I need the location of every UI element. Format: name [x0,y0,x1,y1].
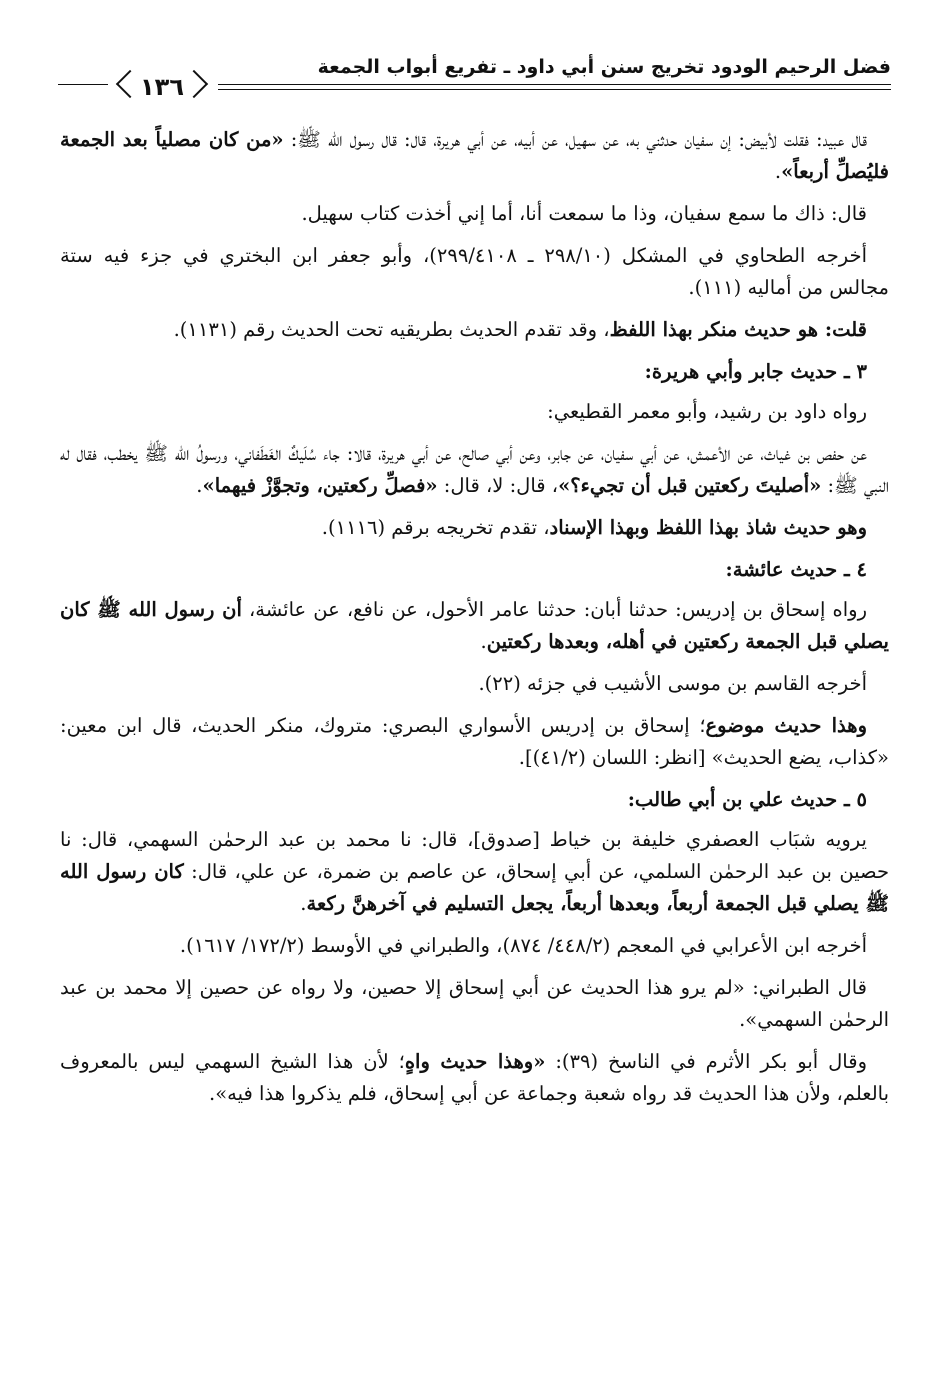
header-rule-left [58,84,108,85]
paragraph-text: ، قال: لا، قال: [437,474,559,497]
paragraph [60,512,889,544]
paragraph [60,1046,889,1110]
page-header [58,48,891,108]
hadith-quote: أن رسول الله ﷺ كان يصلي قبل الجمعة ركعتين في أهله، وبعدها ركعتين [60,598,889,653]
verdict-text: قلت: هو حديث منكر بهذا اللفظ [609,318,867,341]
paragraph-text: يرويه شبَاب العصفري خليفة بن خياط [صدوق]، قال: نا محمد بن عبد الرحمٰن السهمي، قال: نا حصين بن عبد الرحمٰن السلمي، عن أبي إسحاق، عن عاصم بن ضمرة، عن علي، قال: [60,828,890,883]
paragraph-text: . [480,630,487,653]
running-title: فضل الرحيم الودود تخريج سنن أبي داود ـ تفريع أبواب الجمعة [317,56,891,78]
paragraph-text: . [196,474,203,497]
page-number: ١٣٦ [140,73,184,101]
page-number-ornament [110,70,214,104]
paragraph: رواه داود بن رشيد، وأبو معمر القطيعي: [547,400,867,423]
section-heading: ٣ ـ حديث جابر وأبي هريرة: [644,360,867,383]
paragraph-text: وقال أبو بكر الأثرم في الناسخ (٣٩): [545,1050,867,1073]
paragraph-text: ؛ إسحاق بن إدريس الأسواري البصري: متروك، منكر الحديث، قال ابن معين: «كذاب، يضع الحديث» [انظر: اللسان (٤١/٢)]. [60,714,889,769]
paragraph: قال: ذاك ما سمع سفيان، وذا ما سمعت أنا، أما إني أخذت كتاب سهيل. [301,202,867,225]
hadith-quote: «أصليتَ ركعتين قبل أن تجيء؟» [558,474,822,497]
paragraph-text: قال عبيد: فقلت لأبيض: إن سفيان حدثني به، عن سهيل، عن أبيه، عن أبي هريرة، قال: قال رسول الله ﷺ: [283,128,867,151]
verdict-text: وهو حديث شاذ بهذا اللفظ وبهذا الإسناد [549,516,867,539]
verdict-text: وهذا حديث موضوع [705,714,867,737]
paragraph-text: . [774,160,782,183]
paragraph-text: ، وقد تقدم الحديث بطريقيه تحت الحديث رقم (١١٣١). [173,318,610,341]
section-heading: ٥ ـ حديث علي بن أبي طالب: [627,788,867,811]
paragraph [60,594,889,658]
header-rule-top [218,84,891,85]
paragraph: أخرجه القاسم بن موسى الأشيب في جزئه (٢٢). [478,672,867,695]
paragraph: أخرجه الطحاوي في المشكل (٢٩٨/١٠ ـ ٢٩٩/٤١٠٨)، وأبو جعفر ابن البختري في جزء فيه ستة مجالس من أماليه (١١١). [60,244,889,299]
paragraph: أخرجه ابن الأعرابي في المعجم (٤٤٨/٢/ ٨٧٤)، والطبراني في الأوسط (١٧٢/٢/ ١٦١٧). [179,934,867,957]
hadith-quote: «فصلِّ ركعتين، وتجوَّزْ فيهما» [202,474,438,497]
paragraph: قال الطبراني: «لم يرو هذا الحديث عن أبي إسحاق إلا حصين، ولا رواه عن حصين إلا محمد بن عبد الرحمٰن السهمي». [60,976,889,1031]
hadith-quote: «من كان مصلياً بعد الجمعة فليُصلِّ أربعاً» [60,128,889,183]
paragraph [60,710,889,774]
page-body [60,124,889,1120]
paragraph-text: رواه إسحاق بن إدريس: حدثنا أبان: حدثنا عامر الأحول، عن نافع، عن عائشة، [241,598,867,621]
verdict-text: «وهذا حديث واهٍ [404,1050,546,1073]
paragraph-text: . [300,892,307,915]
hadith-quote: كان رسول الله ﷺ يصلي قبل الجمعة أربعاً، وبعدها أربعاً، يجعل التسليم في آخرهنَّ ركعة [60,860,889,915]
paragraph [60,124,889,188]
paragraph-text: ؛ لأن هذا الشيخ السهمي ليس بالمعروف بالعلم، ولأن هذا الحديث قد رواه شعبة وجماعة عن أبي إسحاق، فلم يذكروا هذا فيه». [60,1050,889,1105]
header-rule-bottom [218,89,891,90]
paragraph [60,314,889,346]
paragraph [60,824,889,920]
section-heading: ٤ ـ حديث عائشة: [725,558,867,581]
paragraph-text: عن حفص بن غياث، عن الأعمش، عن أبي سفيان، عن جابر، وعن أبي صالح، عن أبي هريرة، قالا: جاء سُلَيكٌ الغَطَفاني، ورسولُ الله ﷺ يخطب، فقال له النبي ﷺ: [60,442,889,497]
paragraph-text: ، تقدم تخريجه برقم (١١١٦). [321,516,550,539]
paragraph [60,438,889,502]
